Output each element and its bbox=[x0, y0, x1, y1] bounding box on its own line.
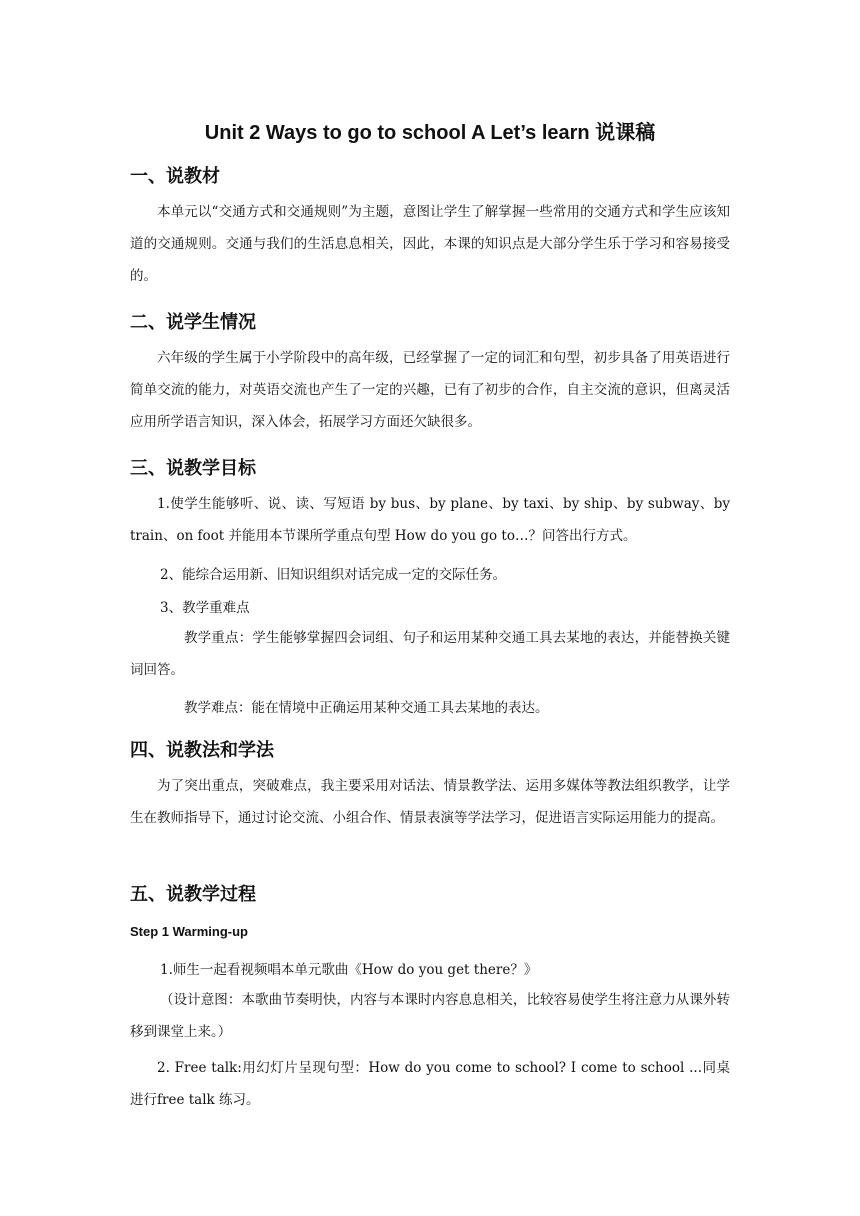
section-heading-4: 四、说教法和学法 bbox=[130, 740, 274, 761]
step-title: Step 1 Warming-up bbox=[130, 924, 248, 939]
section-heading-1: 一、说教材 bbox=[130, 166, 220, 187]
document-title: Unit 2 Ways to go to school A Let’s learn 说课稿 bbox=[204, 122, 656, 144]
difficult-point-text: 教学难点：能在情境中正确运用某种交通工具去某地的表达。 bbox=[184, 700, 549, 716]
section-1-paragraph: 本单元以“交通方式和交通规则”为主题，意图让学生了解掌握一些常用的交通方式和学生应该知道的交通规则。交通与我们的生活息息相关，因此，本课的知识点是大部分学生乐于学习和容易接受的。 bbox=[130, 204, 730, 284]
objective-item-1: 1.使学生能够听、说、读、写短语 by bus、by plane、by taxi、by ship、by subway、by train、on foot 并能用本节课所学重点句型 How do you go to…？问答出行方式。 bbox=[130, 496, 730, 544]
step-item-2: 2. Free talk:用幻灯片呈现句型：How do you come to school? I come to school ...同桌进行free talk 练习。 bbox=[130, 1060, 730, 1108]
section-4-paragraph: 为了突出重点，突破难点，我主要采用对话法、情景教学法、运用多媒体等教法组织教学，让学生在教师指导下，通过讨论交流、小组合作、情景表演等学法学习，促进语言实际运用能力的提高。 bbox=[130, 778, 730, 826]
objective-item-2: 2、能综合运用新、旧知识组织对话完成一定的交际任务。 bbox=[160, 567, 507, 583]
section-heading-2: 二、说学生情况 bbox=[130, 312, 256, 333]
objective-item-3: 3、教学重难点 bbox=[160, 600, 250, 616]
section-heading-3: 三、说教学目标 bbox=[130, 458, 256, 479]
section-2-paragraph: 六年级的学生属于小学阶段中的高年级，已经掌握了一定的词汇和句型，初步具备了用英语进行简单交流的能力，对英语交流也产生了一定的兴趣，已有了初步的合作，自主交流的意识，但离灵活应用所学语言知识，深入体会，拓展学习方面还欠缺很多。 bbox=[130, 350, 730, 430]
key-point-text: 教学重点：学生能够掌握四会词组、句子和运用某种交通工具去某地的表达，并能替换关键词回答。 bbox=[130, 630, 730, 678]
section-heading-5: 五、说教学过程 bbox=[130, 884, 256, 905]
step-item-1: 1.师生一起看视频唱本单元歌曲《How do you get there？》 bbox=[160, 962, 538, 978]
step-design-note: （设计意图：本歌曲节奏明快，内容与本课时内容息息相关，比较容易使学生将注意力从课外转移到课堂上来。） bbox=[130, 992, 730, 1040]
